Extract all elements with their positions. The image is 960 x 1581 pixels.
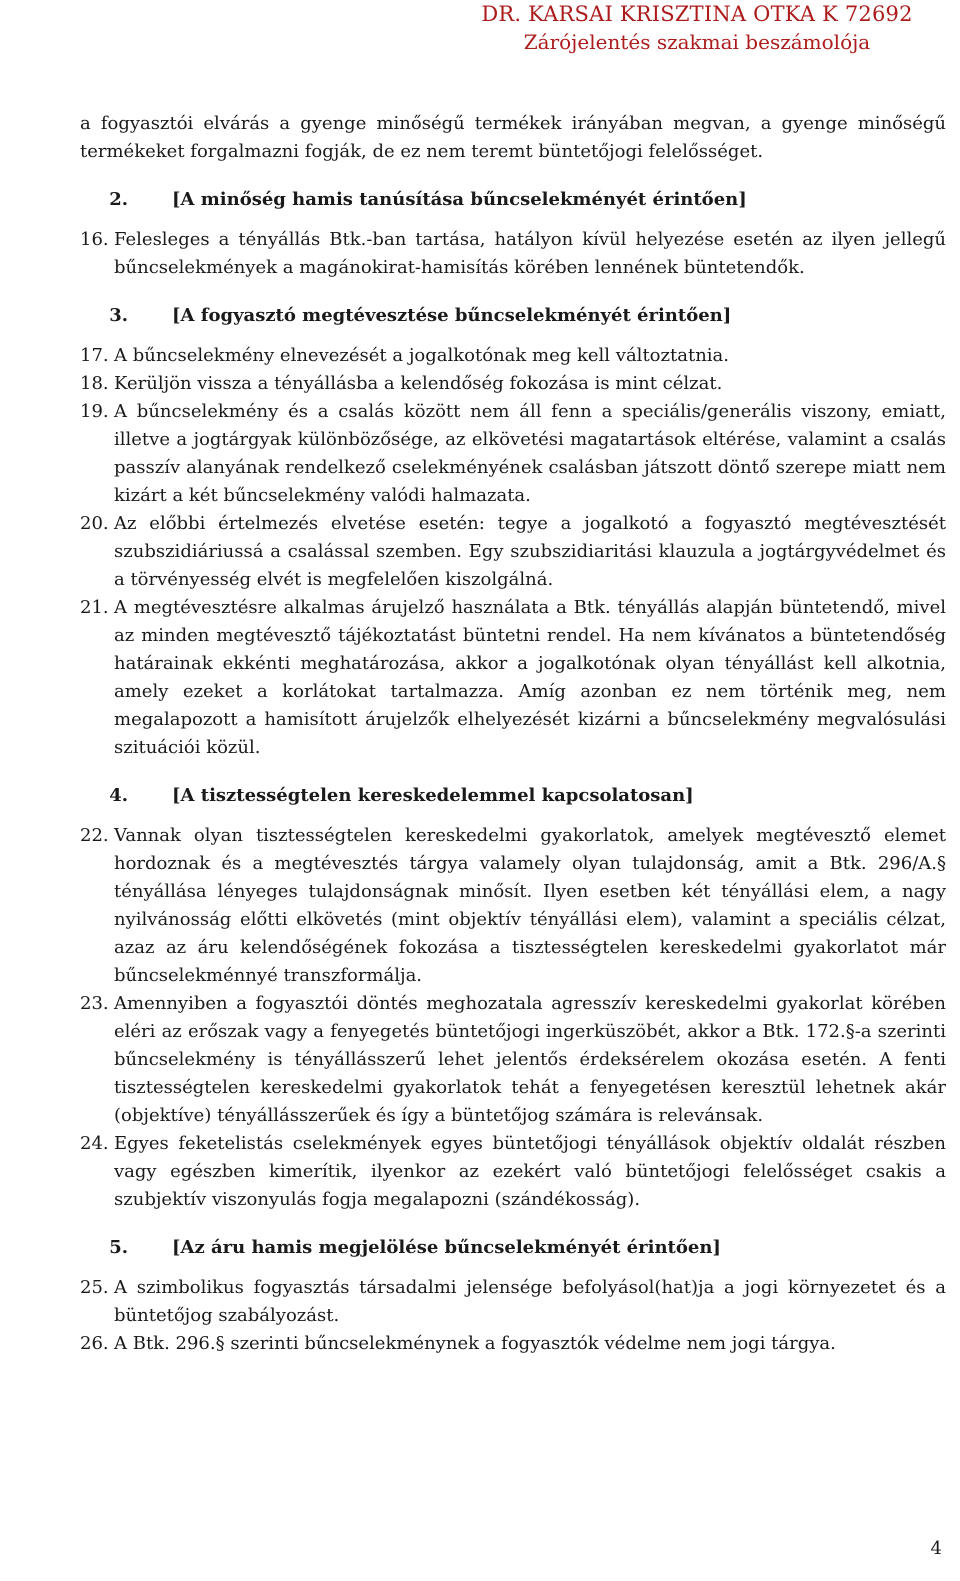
- section-number: 4.: [109, 785, 128, 806]
- section-number: 5.: [109, 1237, 128, 1258]
- section-number: 3.: [109, 305, 128, 326]
- section-5: [80, 1234, 946, 1358]
- item-number: 26.: [80, 1333, 109, 1354]
- item-number: 18.: [80, 373, 109, 394]
- list-item: [80, 226, 946, 282]
- item-text: A Btk. 296.§ szerinti bűncselekménynek a fogyasztók védelme nem jogi tárgya.: [114, 1333, 836, 1354]
- section-title: [A minőség hamis tanúsítása bűncselekményét érintően]: [172, 189, 747, 210]
- list-item: [80, 342, 946, 370]
- page-header: [462, 0, 932, 56]
- section-title: [A tisztességtelen kereskedelemmel kapcsolatosan]: [172, 785, 694, 806]
- item-number: 21.: [80, 597, 109, 618]
- list-item: [80, 1274, 946, 1330]
- list-item: [80, 822, 946, 990]
- section-heading: [80, 1234, 946, 1262]
- item-number: 25.: [80, 1277, 109, 1298]
- list-item: [80, 398, 946, 510]
- item-number: 17.: [80, 345, 109, 366]
- item-number: 16.: [80, 229, 109, 250]
- item-text: Vannak olyan tisztességtelen kereskedelmi gyakorlatok, amelyek megtévesztő elemet hordoznak és a megtévesztés tárgya valamely olyan tulajdonság, amit a Btk. 296/A.§ tényállása lényeges tulajdonságnak minősít. Ilyen esetben két tényállási elem, a nagy nyilvánosság előtti elkövetés (mint objektív tényállási elem), valamint a speciális célzat, azaz az áru kelendőségének fokozása a tisztességtelen kereskedelmi gyakorlatot már bűncselekménnyé transzformálja.: [114, 825, 946, 986]
- section-3: [80, 302, 946, 762]
- section-heading: [80, 186, 946, 214]
- item-text: Egyes feketelistás cselekmények egyes büntetőjogi tényállások objektív oldalát részben vagy egészben kimerítik, ilyenkor az ezekért való büntetőjogi felelősséget csakis a szubjektív viszonyulás fogja megalapozni (szándékosság).: [114, 1133, 946, 1210]
- item-text: Amennyiben a fogyasztói döntés meghozatala agresszív kereskedelmi gyakorlat körében eléri az erőszak vagy a fenyegetés büntetőjogi ingerküszöbét, akkor a Btk. 172.§-a szerinti bűncselekmény is tényállásszerű lehet jelentős érdeksérelem okozása esetén. A fenti tisztességtelen kereskedelmi gyakorlatok tehát a fenyegetésen keresztül lehetnek akár (objektíve) tényállásszerűek és így a büntetőjog számára is relevánsak.: [114, 993, 946, 1126]
- list-item: [80, 990, 946, 1130]
- section-title: [Az áru hamis megjelölése bűncselekményét érintően]: [172, 1237, 721, 1258]
- header-author: DR. KARSAI KRISZTINA OTKA K 72692: [481, 2, 913, 26]
- section-number: 2.: [109, 189, 128, 210]
- page-number: 4: [930, 1538, 942, 1559]
- item-text: A bűncselekmény és a csalás között nem áll fenn a speciális/generális viszony, emiatt, illetve a jogtárgyak különbözősége, az elkövetési magatartások eltérése, valamint a csalás passzív alanyának rendelkező cselekményének csalásban játszott döntő szerepe miatt nem kizárt a két bűncselekmény valódi halmazata.: [114, 401, 946, 506]
- item-text: A szimbolikus fogyasztás társadalmi jelensége befolyásol(hat)ja a jogi környezetet és a büntetőjog szabályozást.: [114, 1277, 946, 1326]
- item-number: 24.: [80, 1133, 109, 1154]
- list-item: [80, 1130, 946, 1214]
- item-number: 19.: [80, 401, 109, 422]
- section-4: [80, 782, 946, 1214]
- item-text: A bűncselekmény elnevezését a jogalkotónak meg kell változtatnia.: [114, 345, 729, 366]
- header-subtitle: Zárójelentés szakmai beszámolója: [523, 30, 871, 54]
- item-text: Az előbbi értelmezés elvetése esetén: tegye a jogalkotó a fogyasztó megtévesztését szubszidiáriussá a csalással szemben. Egy szubszidiaritási klauzula a jogtárgyvédelmet és a törvényesség elvét is megfelelően kiszolgálná.: [114, 513, 946, 590]
- section-2: [80, 186, 946, 282]
- list-item: [80, 510, 946, 594]
- item-number: 20.: [80, 513, 109, 534]
- item-text: Felesleges a tényállás Btk.-ban tartása, hatályon kívül helyezése esetén az ilyen jellegű bűncselekmények a magánokirat-hamisítás körében lennének büntetendők.: [114, 229, 946, 278]
- section-title: [A fogyasztó megtévesztése bűncselekményét érintően]: [172, 305, 732, 326]
- list-item: [80, 1330, 946, 1358]
- list-item: [80, 370, 946, 398]
- item-text: A megtévesztésre alkalmas árujelző használata a Btk. tényállás alapján büntetendő, mivel az minden megtévesztő tájékoztatást büntetni rendel. Ha nem kívánatos a büntetendőség határainak ekkénti meghatározása, akkor a jogalkotónak olyan tényállást kell alkotnia, amely ezeket a korlátokat tartalmazza. Amíg azonban ez nem történik meg, nem megalapozott a hamisított árujelzők elhelyezését kizárni a bűncselekmény megvalósulási szituációi közül.: [114, 597, 946, 758]
- item-number: 22.: [80, 825, 109, 846]
- list-item: [80, 594, 946, 762]
- item-number: 23.: [80, 993, 109, 1014]
- item-text: Kerüljön vissza a tényállásba a kelendőség fokozása is mint célzat.: [114, 373, 723, 394]
- section-heading: [80, 302, 946, 330]
- intro-paragraph: a fogyasztói elvárás a gyenge minőségű termékek irányában megvan, a gyenge minőségű termékeket forgalmazni fogják, de ez nem teremt büntetőjogi felelősséget.: [80, 113, 946, 162]
- section-heading: [80, 782, 946, 810]
- document-body: [80, 110, 946, 1358]
